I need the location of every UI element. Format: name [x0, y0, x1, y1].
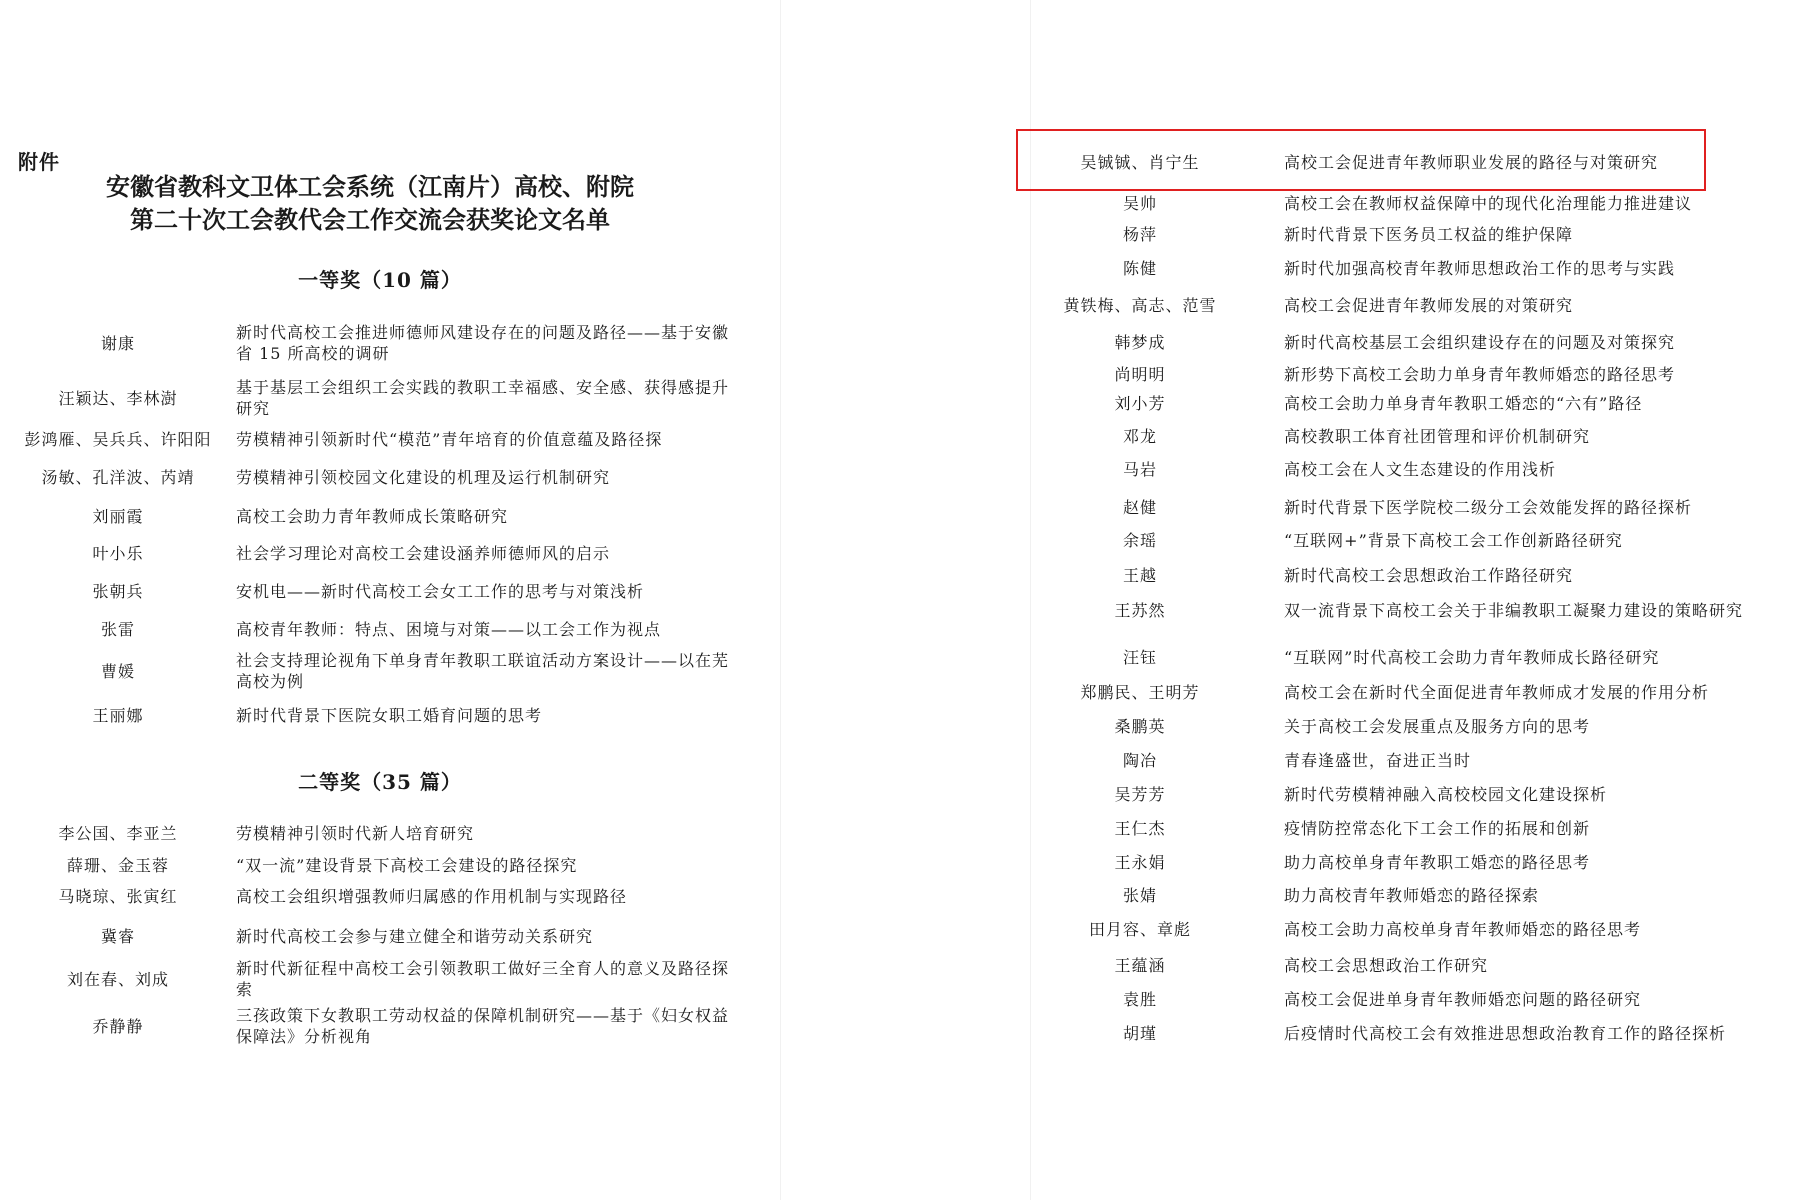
- paper-title: 基于基层工会组织工会实践的教职工幸福感、安全感、获得感提升研究: [236, 378, 730, 418]
- paper-title: 新时代背景下医院女职工婚育问题的思考: [236, 706, 543, 725]
- list-item: [18, 506, 738, 527]
- paper-title: 高校工会促进单身青年教师婚恋问题的路径研究: [1284, 990, 1642, 1009]
- list-item: [1040, 565, 1780, 586]
- paper-title: 劳模精神引领时代新人培育研究: [236, 824, 475, 843]
- attachment-label: 附件: [18, 150, 60, 174]
- list-item: [1040, 647, 1780, 668]
- second-prize-heading: 二等奖（35 篇）: [298, 770, 462, 794]
- list-item: [1040, 682, 1780, 703]
- author: 冀睿: [100, 927, 135, 946]
- paper-title: 高校教职工体育社团管理和评价机制研究: [1284, 427, 1591, 446]
- author: 桑鹏英: [1114, 717, 1166, 736]
- list-item: [18, 705, 738, 726]
- list-item: [1040, 193, 1780, 214]
- author: 刘小芳: [1114, 394, 1166, 413]
- paper-title: 后疫情时代高校工会有效推进思想政治教育工作的路径探析: [1284, 1024, 1727, 1043]
- scan-edge: [780, 0, 781, 1200]
- list-item: [1040, 530, 1780, 551]
- title-line-2: 第二十次工会教代会工作交流会获奖论文名单: [130, 205, 610, 234]
- list-item: [18, 855, 738, 876]
- author: 韩梦成: [1114, 333, 1166, 352]
- author: 彭鸿雁、吴兵兵、许阳阳: [24, 430, 212, 449]
- author: 汪钰: [1122, 648, 1157, 667]
- author: 王永娟: [1114, 853, 1166, 872]
- author: 胡瑾: [1122, 1024, 1157, 1043]
- list-item: [18, 958, 738, 1000]
- paper-title: 新时代加强高校青年教师思想政治工作的思考与实践: [1284, 259, 1676, 278]
- author: 陶冶: [1122, 751, 1157, 770]
- author: 李公国、李亚兰: [58, 824, 178, 843]
- list-item: [1040, 955, 1780, 976]
- paper-title: 疫情防控常态化下工会工作的拓展和创新: [1284, 819, 1591, 838]
- paper-title: 高校工会助力高校单身青年教师婚恋的路径思考: [1284, 920, 1642, 939]
- paper-title: 双一流背景下高校工会关于非编教职工凝聚力建设的策略研究: [1284, 601, 1744, 620]
- list-item: [1040, 885, 1780, 906]
- list-item: [1040, 852, 1780, 873]
- author: 陈健: [1122, 259, 1157, 278]
- paper-title: 青春逢盛世，奋进正当时: [1284, 751, 1472, 770]
- author: 乔静静: [92, 1016, 144, 1036]
- list-item: [1040, 818, 1780, 839]
- left-page: [0, 0, 760, 1200]
- list-item: [1040, 600, 1780, 621]
- list-item: [1040, 989, 1780, 1010]
- author: 薛珊、金玉蓉: [66, 856, 169, 875]
- paper-title: 助力高校青年教师婚恋的路径探索: [1284, 886, 1540, 905]
- paper-title: 高校工会组织增强教师归属感的作用机制与实现路径: [236, 887, 628, 906]
- author: 刘在春、刘成: [66, 969, 169, 989]
- list-item: [1040, 750, 1780, 771]
- paper-title: 新时代背景下医学院校二级分工会效能发挥的路径探析: [1284, 498, 1693, 517]
- list-item: [18, 823, 738, 844]
- list-item: [1040, 393, 1780, 414]
- list-item: [18, 619, 738, 640]
- author: 张雷: [100, 620, 135, 639]
- paper-title: 社会学习理论对高校工会建设涵养师德师风的启示: [236, 544, 611, 563]
- list-item: [1040, 716, 1780, 737]
- author: 王仁杰: [1114, 819, 1166, 838]
- paper-title: 新时代新征程中高校工会引领教职工做好三全育人的意义及路径探索: [236, 959, 730, 999]
- list-item: [18, 926, 738, 947]
- paper-title: “互联网”时代高校工会助力青年教师成长路径研究: [1284, 648, 1660, 667]
- list-item: [1040, 784, 1780, 805]
- author: 谢康: [100, 333, 135, 353]
- author: 尚明明: [1114, 365, 1166, 384]
- paper-title: 高校工会助力青年教师成长策略研究: [236, 507, 509, 526]
- list-item: [1040, 497, 1780, 518]
- author: 赵健: [1122, 498, 1157, 517]
- list-item: [1040, 459, 1780, 480]
- document-title: [60, 170, 680, 236]
- author: 田月容、章彪: [1088, 920, 1191, 939]
- list-item: [18, 581, 738, 602]
- author: 王丽娜: [92, 706, 144, 725]
- author: 马晓琼、张寅红: [58, 887, 178, 906]
- author: 王蕴涵: [1114, 956, 1166, 975]
- author: 吴铖铖、肖宁生: [1080, 153, 1200, 172]
- paper-title: 新时代高校基层工会组织建设存在的问题及对策探究: [1284, 333, 1676, 352]
- author: 黄铁梅、高志、范雪: [1063, 296, 1217, 315]
- paper-title: 三孩政策下女教职工劳动权益的保障机制研究——基于《妇女权益保障法》分析视角: [236, 1006, 730, 1046]
- author: 吴帅: [1122, 194, 1157, 213]
- author: 杨萍: [1122, 225, 1157, 244]
- paper-title: “双一流”建设背景下高校工会建设的路径探究: [236, 856, 578, 875]
- author: 郑鹏民、王明芳: [1080, 683, 1200, 702]
- list-item: [1040, 295, 1780, 316]
- paper-title: “互联网+”背景下高校工会工作创新路径研究: [1284, 531, 1623, 550]
- list-item: [18, 650, 738, 692]
- paper-title: 劳模精神引领新时代“模范”青年培育的价值意蕴及路径探: [236, 430, 663, 449]
- author: 叶小乐: [92, 544, 144, 563]
- paper-title: 安机电——新时代高校工会女工工作的思考与对策浅析: [236, 582, 645, 601]
- author: 王苏然: [1114, 601, 1166, 620]
- list-item: [1040, 1023, 1780, 1044]
- list-item: [18, 377, 738, 419]
- paper-title: 高校工会在新时代全面促进青年教师成才发展的作用分析: [1284, 683, 1710, 702]
- paper-title: 新形势下高校工会助力单身青年教师婚恋的路径思考: [1284, 365, 1676, 384]
- title-line-1: 安徽省教科文卫体工会系统（江南片）高校、附院: [106, 172, 634, 201]
- list-item: [18, 1005, 738, 1047]
- author: 马岩: [1122, 460, 1157, 479]
- first-prize-heading: 一等奖（10 篇）: [298, 268, 462, 292]
- paper-title: 新时代背景下医务员工权益的维护保障: [1284, 225, 1574, 244]
- author: 刘丽霞: [92, 507, 144, 526]
- author: 吴芳芳: [1114, 785, 1166, 804]
- list-item: [18, 429, 738, 450]
- paper-title: 助力高校单身青年教职工婚恋的路径思考: [1284, 853, 1591, 872]
- list-item: [18, 322, 738, 364]
- author: 张朝兵: [92, 582, 144, 601]
- paper-title: 新时代高校工会参与建立健全和谐劳动关系研究: [236, 927, 594, 946]
- author: 曹媛: [100, 661, 135, 681]
- paper-title: 社会支持理论视角下单身青年教职工联谊活动方案设计——以在芜高校为例: [236, 651, 730, 691]
- list-item: [1040, 364, 1780, 385]
- paper-title: 高校工会思想政治工作研究: [1284, 956, 1489, 975]
- list-item: [1040, 426, 1780, 447]
- author: 王越: [1122, 566, 1157, 585]
- author: 张婧: [1122, 886, 1157, 905]
- list-item: [18, 467, 738, 488]
- author: 余瑶: [1122, 531, 1157, 550]
- author: 汤敏、孔洋波、芮靖: [41, 468, 195, 487]
- list-item: [1040, 919, 1780, 940]
- paper-title: 高校工会在人文生态建设的作用浅析: [1284, 460, 1557, 479]
- list-item: [1040, 332, 1780, 353]
- list-item: [18, 543, 738, 564]
- paper-title: 高校工会促进青年教师职业发展的路径与对策研究: [1284, 153, 1659, 172]
- paper-title: 新时代劳模精神融入高校校园文化建设探析: [1284, 785, 1608, 804]
- paper-title: 高校工会促进青年教师发展的对策研究: [1284, 296, 1574, 315]
- paper-title: 高校工会在教师权益保障中的现代化治理能力推进建议: [1284, 194, 1693, 213]
- paper-title: 新时代高校工会思想政治工作路径研究: [1284, 566, 1574, 585]
- paper-title: 新时代高校工会推进师德师风建设存在的问题及路径——基于安徽省 15 所高校的调研: [236, 323, 730, 363]
- highlight-box: [1016, 129, 1706, 191]
- list-item: [18, 886, 738, 907]
- list-item: [1040, 224, 1780, 245]
- paper-title: 关于高校工会发展重点及服务方向的思考: [1284, 717, 1591, 736]
- author: 袁胜: [1122, 990, 1157, 1009]
- author: 邓龙: [1122, 427, 1157, 446]
- paper-title: 高校青年教师：特点、困境与对策——以工会工作为视点: [236, 620, 662, 639]
- author: 汪颖达、李林澍: [58, 388, 178, 408]
- paper-title: 高校工会助力单身青年教职工婚恋的“六有”路径: [1284, 394, 1643, 413]
- paper-title: 劳模精神引领校园文化建设的机理及运行机制研究: [236, 468, 611, 487]
- list-item: [1040, 258, 1780, 279]
